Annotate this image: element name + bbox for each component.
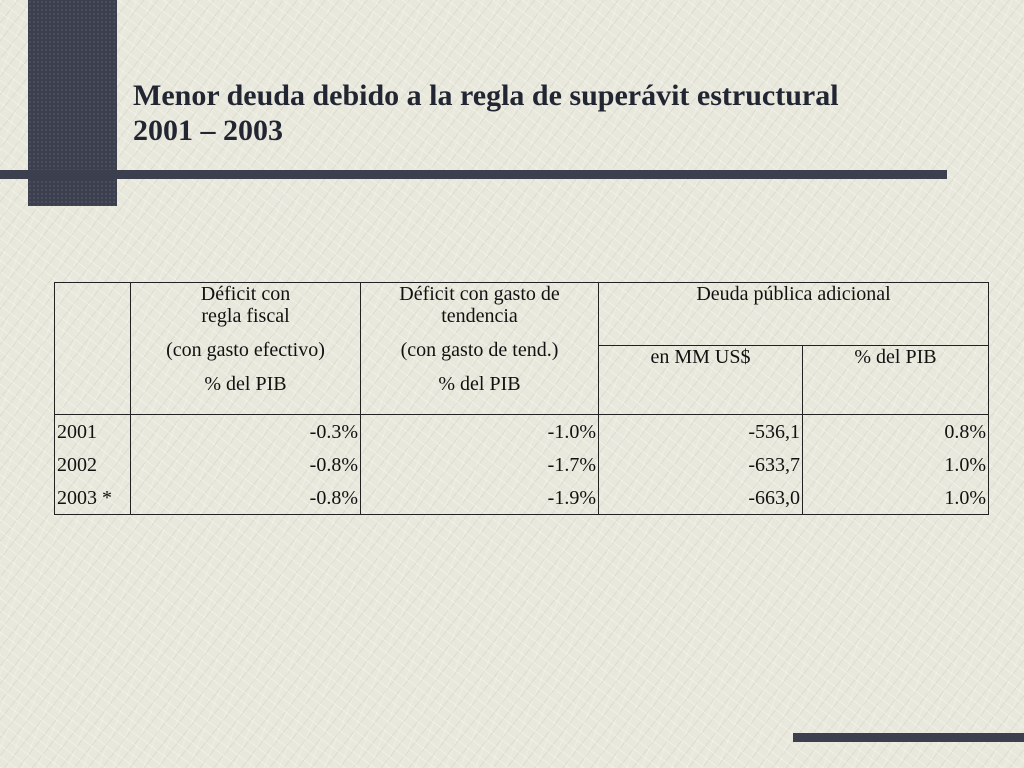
header-deficit-tendencia-line-3: (con gasto de tend.) [400, 339, 559, 361]
debt-table [54, 282, 989, 515]
table-row [55, 415, 989, 449]
header-deficit-regla [131, 283, 361, 415]
header-deuda-mm: en MM US$ [599, 346, 803, 415]
header-deficit-regla-line-1: Déficit con [200, 283, 291, 305]
header-deficit-tendencia-line-2: tendencia [441, 305, 518, 327]
header-deuda-pct: % del PIB [803, 346, 989, 415]
table-row [55, 448, 989, 481]
cell-deuda-pct: 1.0% [803, 481, 989, 515]
table-row [55, 481, 989, 515]
cell-deuda-pct: 1.0% [803, 448, 989, 481]
title-divider [0, 170, 947, 179]
header-deficit-regla-line-4: % del PIB [204, 373, 287, 395]
header-deficit-regla-line-3: (con gasto efectivo) [166, 339, 325, 361]
cell-deuda-mm: -633,7 [599, 448, 803, 481]
cell-year: 2001 [55, 415, 131, 449]
header-deficit-tendencia-line-4: % del PIB [438, 373, 521, 395]
cell-year: 2003 * [55, 481, 131, 515]
cell-deficit-tendencia: -1.7% [361, 448, 599, 481]
cell-year: 2002 [55, 448, 131, 481]
cell-deficit-regla: -0.3% [131, 415, 361, 449]
header-deuda-publica: Deuda pública adicional [599, 283, 989, 346]
slide-title-line-2: 2001 – 2003 [133, 114, 283, 147]
header-year [55, 283, 131, 415]
cell-deuda-mm: -536,1 [599, 415, 803, 449]
slide-title [133, 78, 1003, 148]
cell-deficit-tendencia: -1.9% [361, 481, 599, 515]
table-body [55, 415, 989, 515]
header-deficit-tendencia-line-1: Déficit con gasto de [399, 283, 560, 305]
cell-deficit-tendencia: -1.0% [361, 415, 599, 449]
slide-title-line-1: Menor deuda debido a la regla de superávit estructural [133, 79, 839, 112]
footer-divider [793, 733, 1024, 742]
cell-deficit-regla: -0.8% [131, 448, 361, 481]
cell-deficit-regla: -0.8% [131, 481, 361, 515]
table-header [55, 283, 989, 415]
header-deficit-tendencia [361, 283, 599, 415]
cell-deuda-mm: -663,0 [599, 481, 803, 515]
header-deficit-regla-line-2: regla fiscal [201, 305, 290, 327]
cell-deuda-pct: 0.8% [803, 415, 989, 449]
